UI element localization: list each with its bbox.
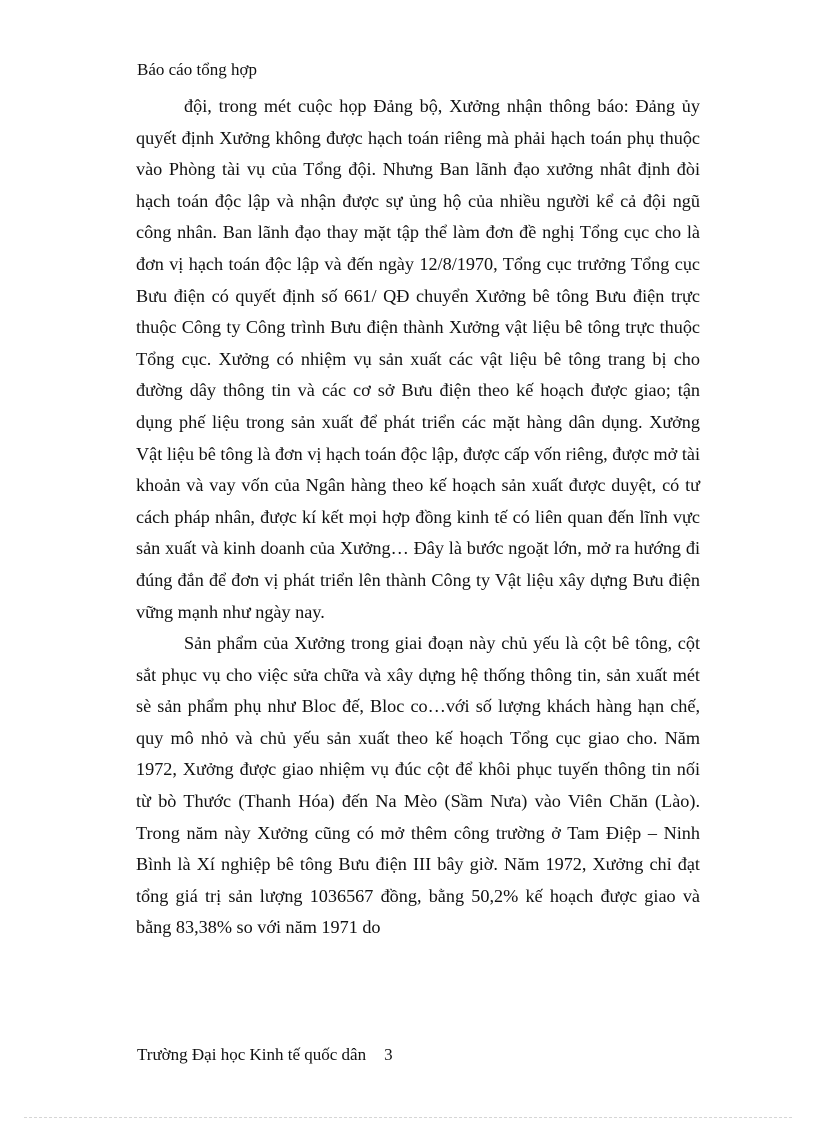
paragraph: Sản phẩm của Xưởng trong giai đoạn này chủ yếu là cột bê tông, cột sắt phục vụ cho việc sửa chữa và xây dựng hệ thống thông tin, sản xuất mét sè sản phẩm phụ như Bloc đế, Bloc co…với số lượng khách hàng hạn chế, quy mô nhỏ và chủ yếu sản xuất theo kế hoạch Tổng cục giao cho. Năm 1972, Xưởng được giao nhiệm vụ đúc cột để khôi phục tuyến thông tin nối từ bò Thước (Thanh Hóa) đến Na Mèo (Sầm Nưa) vào Viên Chăn (Lào). Trong năm này Xưởng cũng có mở thêm công trường ở Tam Điệp – Ninh Bình là Xí nghiệp bê tông Bưu điện III bây giờ. Năm 1972, Xưởng chỉ đạt tổng giá trị sản lượng 1036567 đồng, bằng 50,2% kế hoạch được giao và bằng 83,38% so với năm 1971 do bbox=[136, 633, 700, 938]
paragraph: đội, trong mét cuộc họp Đảng bộ, Xưởng nhận thông báo: Đảng ủy quyết định Xưởng không được hạch toán riêng mà phải hạch toán phụ thuộc vào Phòng tài vụ của Tổng đội. Nhưng Ban lãnh đạo xưởng nhât định đòi hạch toán độc lập và nhận được sự ủng hộ của nhiều người kể cả đội ngũ công nhân. Ban lãnh đạo thay mặt tập thể làm đơn đề nghị Tổng cục cho là đơn vị hạch toán độc lập và đến ngày 12/8/1970, Tổng cục trưởng Tổng cục Bưu điện có quyết định số 661/ QĐ chuyển Xưởng bê tông Bưu điện trực thuộc Công ty Công trình Bưu điện thành Xưởng vật liệu bê tông trực thuộc Tổng cục. Xưởng có nhiệm vụ sản xuất các vật liệu bê tông trang bị cho đường dây thông tin và các cơ sở Bưu điện theo kế hoạch được giao; tận dụng phế liệu trong sản xuất để phát triển các mặt hàng dân dụng. Xưởng Vật liệu bê tông là đơn vị hạch toán độc lập, được cấp vốn riêng, được mở tài khoản và vay vốn của Ngân hàng theo kế hoạch sản xuất được duyệt, có tư cách pháp nhân, được kí kết mọi hợp đồng kinh tế có liên quan đến lĩnh vực sản xuất và kinh doanh của Xưởng… Đây là bước ngoặt lớn, mở ra hướng đi đúng đắn để đơn vị phát triển lên thành Công ty Vật liệu xây dựng Bưu điện vững mạnh như ngày nay. bbox=[136, 96, 700, 622]
footer-school-name: Trường Đại học Kinh tế quốc dân bbox=[137, 1045, 367, 1064]
page-footer bbox=[137, 1043, 393, 1067]
page-number: 3 bbox=[384, 1045, 393, 1064]
page-divider bbox=[24, 1117, 792, 1118]
document-body bbox=[136, 91, 700, 944]
page-header: Báo cáo tổng hợp bbox=[137, 60, 257, 79]
